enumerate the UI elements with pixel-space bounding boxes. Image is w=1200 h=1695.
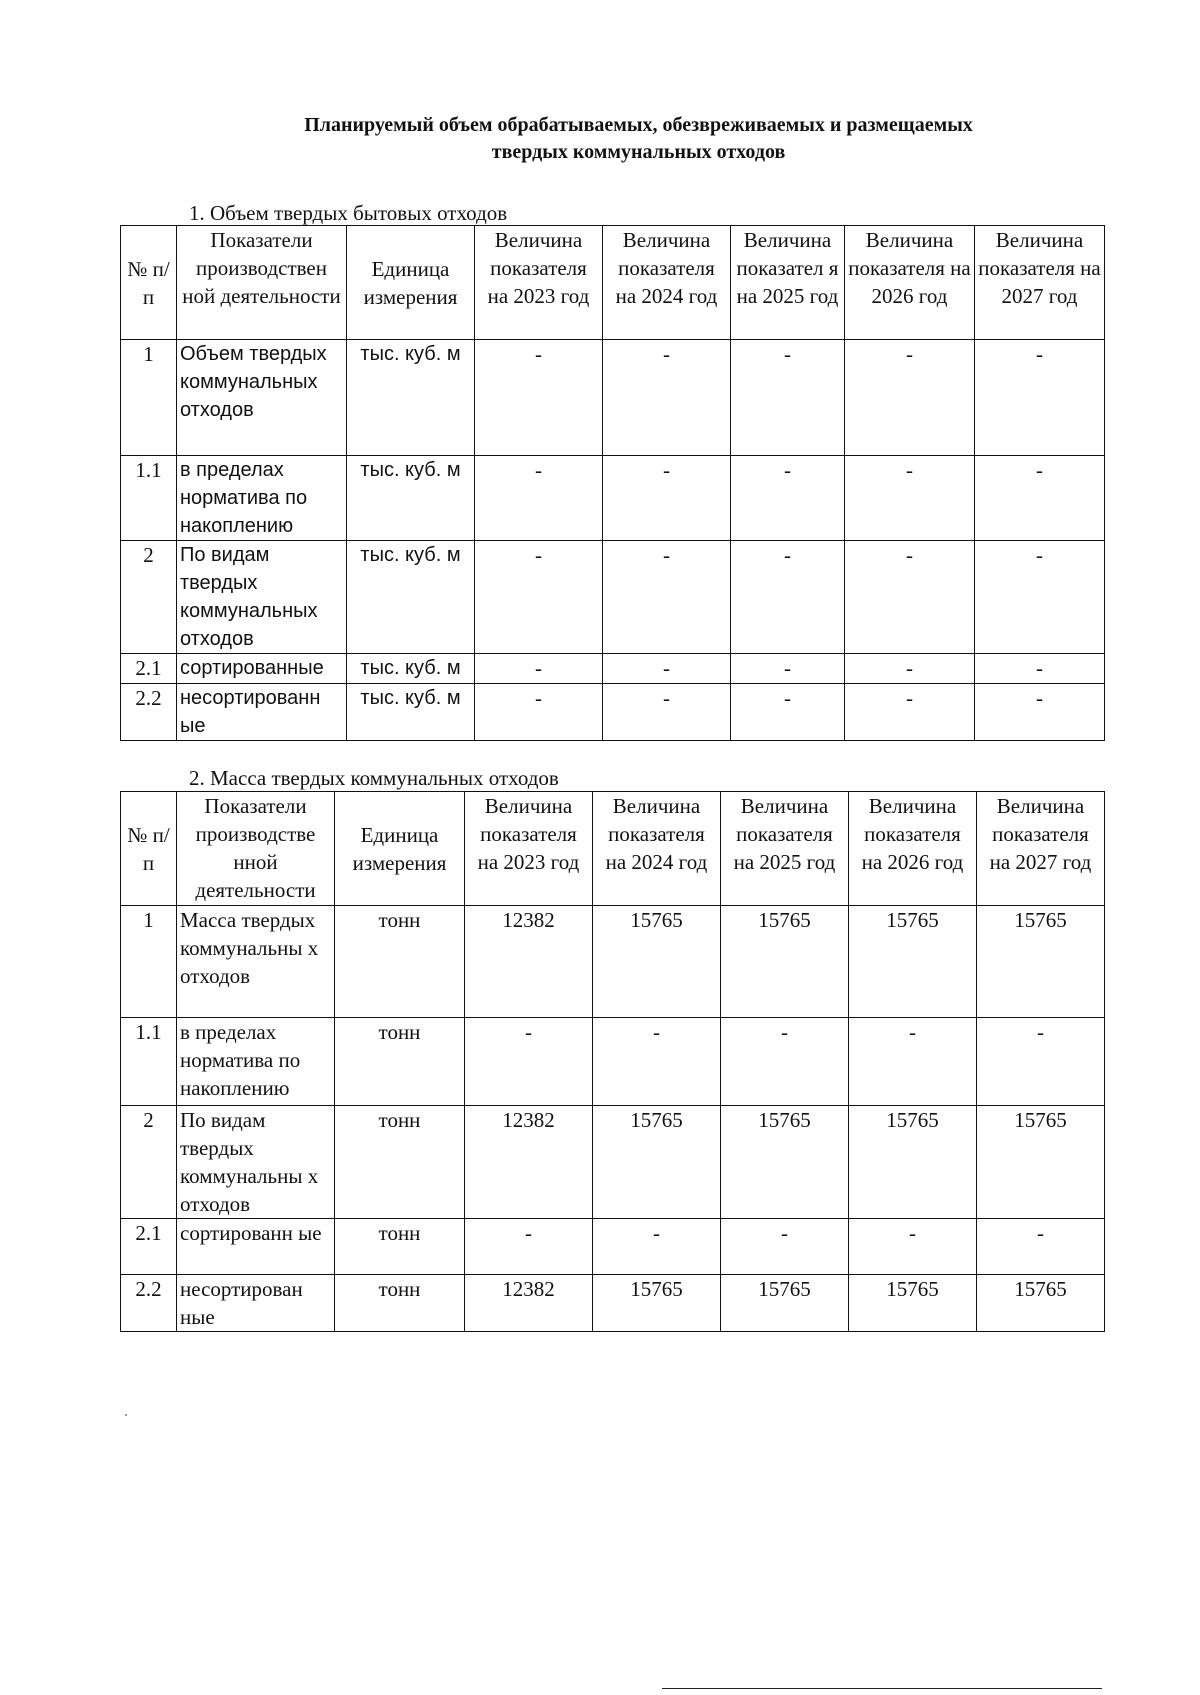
value-2027: - (975, 541, 1105, 654)
value-2027: 15765 (977, 1106, 1105, 1219)
row-unit: тыс. куб. м (347, 684, 475, 741)
value-2026: - (845, 456, 975, 541)
row-label: сортированн ые (177, 1219, 335, 1275)
value-2023: 12382 (465, 1275, 593, 1332)
table2-header-row (121, 792, 1105, 906)
row-label: сортированные (177, 654, 347, 684)
table1-caption: 1. Объем твердых бытовых отходов (189, 201, 508, 225)
row-label: несортированн ые (177, 684, 347, 741)
value-2024: - (603, 684, 731, 741)
row-number: 1 (121, 906, 177, 1018)
row-unit: тонн (335, 1106, 465, 1219)
row-unit: тыс. куб. м (347, 541, 475, 654)
value-2025: - (731, 654, 845, 684)
value-2025: - (721, 1219, 849, 1275)
value-2023: 12382 (465, 906, 593, 1018)
row-number: 1 (121, 340, 177, 456)
row-unit: тонн (335, 1018, 465, 1106)
row-label: Масса твердых коммунальны х отходов (177, 906, 335, 1018)
value-2024: - (603, 541, 731, 654)
row-unit: тонн (335, 1275, 465, 1332)
value-2025: 15765 (721, 906, 849, 1018)
row-label: в пределах норматива по накоплению (177, 1018, 335, 1106)
value-2024: 15765 (593, 1275, 721, 1332)
row-label: несортирован ные (177, 1275, 335, 1332)
value-2027: - (977, 1018, 1105, 1106)
value-2025: 15765 (721, 1106, 849, 1219)
value-2023: - (475, 654, 603, 684)
value-2024: 15765 (593, 1106, 721, 1219)
value-2023: - (475, 541, 603, 654)
value-2026: - (845, 654, 975, 684)
value-2026: - (849, 1219, 977, 1275)
value-2026: - (845, 541, 975, 654)
row-number: 2.2 (121, 684, 177, 741)
row-number: 1.1 (121, 1018, 177, 1106)
value-2025: - (731, 456, 845, 541)
row-number: 2 (121, 541, 177, 654)
row-number: 2.2 (121, 1275, 177, 1332)
table-row (121, 906, 1105, 1018)
signature-line (662, 1688, 1102, 1689)
table-row (121, 1018, 1105, 1106)
value-2026: - (845, 340, 975, 456)
table2-caption: 2. Масса твердых коммунальных отходов (189, 766, 559, 790)
title-line-1: Планируемый объем обрабатываемых, обезвреживаемых и размещаемых (304, 114, 973, 136)
value-2023: - (465, 1219, 593, 1275)
value-2024: 15765 (593, 906, 721, 1018)
table-row (121, 340, 1105, 456)
value-2023: - (465, 1018, 593, 1106)
table1-header-row (121, 226, 1105, 340)
row-unit: тыс. куб. м (347, 340, 475, 456)
table-row (121, 1275, 1105, 1332)
table2-header-num: № п/п (121, 792, 177, 906)
value-2024: - (603, 340, 731, 456)
value-2027: - (977, 1219, 1105, 1275)
table1-header-2027: Величина показателя на 2027 год (975, 226, 1105, 340)
value-2024: - (593, 1219, 721, 1275)
table-row (121, 1219, 1105, 1275)
table2-header-unit: Единица измерения (335, 792, 465, 906)
value-2025: - (721, 1018, 849, 1106)
table-row (121, 1106, 1105, 1219)
row-unit: тонн (335, 906, 465, 1018)
value-2026: 15765 (849, 1106, 977, 1219)
value-2025: - (731, 340, 845, 456)
value-2025: - (731, 684, 845, 741)
value-2023: - (475, 456, 603, 541)
table2-header-2023: Величина показателя на 2023 год (465, 792, 593, 906)
value-2026: 15765 (849, 906, 977, 1018)
row-unit: тыс. куб. м (347, 654, 475, 684)
waste-mass-table (120, 791, 1105, 1332)
value-2025: 15765 (721, 1275, 849, 1332)
table2-header-2024: Величина показателя на 2024 год (593, 792, 721, 906)
value-2023: 12382 (465, 1106, 593, 1219)
table1-header-2024: Величина показателя на 2024 год (603, 226, 731, 340)
table1-header-2026: Величина показателя на 2026 год (845, 226, 975, 340)
row-label: Объем твердых коммунальных отходов (177, 340, 347, 456)
value-2027: 15765 (977, 906, 1105, 1018)
table1-header-indicator: Показатели производствен ной деятельности (177, 226, 347, 340)
value-2027: - (975, 684, 1105, 741)
scan-speck (125, 1414, 127, 1416)
table2-header-2025: Величина показателя на 2025 год (721, 792, 849, 906)
table-row (121, 456, 1105, 541)
row-number: 2 (121, 1106, 177, 1219)
table-row (121, 654, 1105, 684)
table-row (121, 541, 1105, 654)
table1-header-num: № п/п (121, 226, 177, 340)
document-title (0, 112, 1200, 166)
row-number: 2.1 (121, 654, 177, 684)
row-label: По видам твердых коммунальны х отходов (177, 1106, 335, 1219)
table2-header-indicator: Показатели производстве нной деятельности (177, 792, 335, 906)
row-number: 1.1 (121, 456, 177, 541)
row-unit: тыс. куб. м (347, 456, 475, 541)
value-2023: - (475, 684, 603, 741)
row-unit: тонн (335, 1219, 465, 1275)
title-line-2: твердых коммунальных отходов (491, 141, 786, 163)
value-2026: 15765 (849, 1275, 977, 1332)
waste-volume-table (120, 225, 1105, 741)
value-2023: - (475, 340, 603, 456)
table1-header-2025: Величина показател я на 2025 год (731, 226, 845, 340)
value-2024: - (603, 654, 731, 684)
value-2026: - (845, 684, 975, 741)
table2-header-2026: Величина показателя на 2026 год (849, 792, 977, 906)
value-2027: - (975, 654, 1105, 684)
table2-header-2027: Величина показателя на 2027 год (977, 792, 1105, 906)
value-2026: - (849, 1018, 977, 1106)
value-2027: - (975, 456, 1105, 541)
row-number: 2.1 (121, 1219, 177, 1275)
value-2027: - (975, 340, 1105, 456)
value-2025: - (731, 541, 845, 654)
value-2027: 15765 (977, 1275, 1105, 1332)
row-label: По видам твердых коммунальных отходов (177, 541, 347, 654)
value-2024: - (593, 1018, 721, 1106)
table-row (121, 684, 1105, 741)
value-2024: - (603, 456, 731, 541)
row-label: в пределах норматива по накоплению (177, 456, 347, 541)
table1-header-unit: Единица измерения (347, 226, 475, 340)
table1-header-2023: Величина показателя на 2023 год (475, 226, 603, 340)
